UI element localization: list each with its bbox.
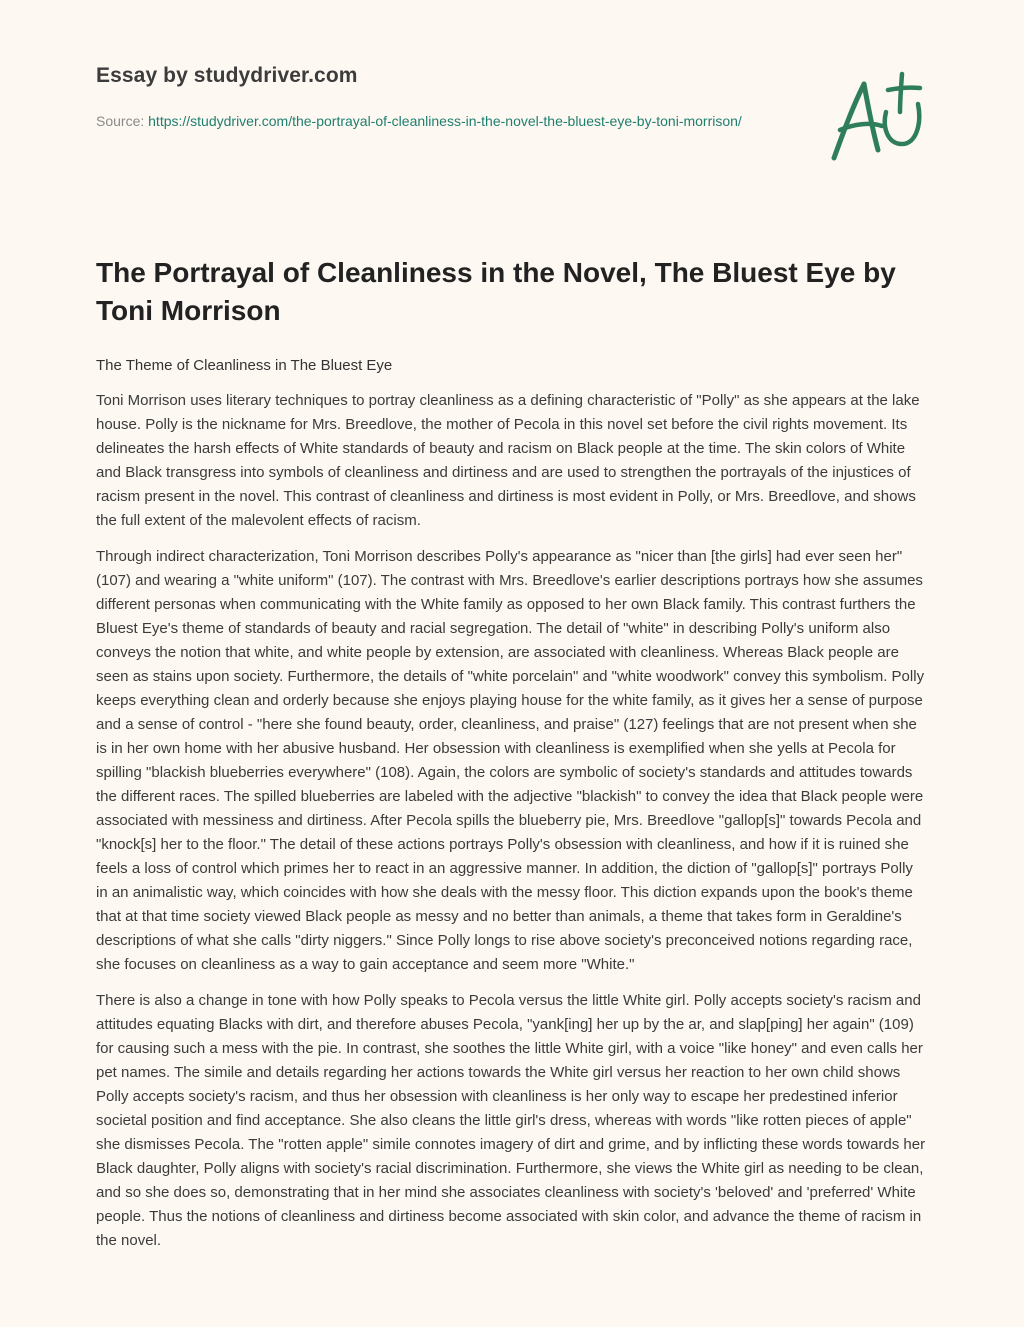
paragraph: There is also a change in tone with how Polly speaks to Pecola versus the little White girl. Polly accepts society's racism and attitudes equating Blacks with dirt, and therefore abuses Pecola, "yank[ing] her up by the ar, and slap[ping] her again" (109) for causing such a mess with the pie. In contrast, she soothes the little White girl, with a voice "like honey" and even calls her pet names. The simile and details regarding her actions towards the White girl versus her reaction to her own child shows Polly accepts society's racism, and thus her obsession with cleanliness is her only way to escape her predestined inferior societal position and find acceptance. She also cleans the little girl's dress, whereas with words "like rotten pieces of apple" she dismisses Pecola. The "rotten apple" simile connotes imagery of dirt and grime, and by inflicting these words towards her Black daughter, Polly aligns with society's racial discrimination. Furthermore, she views the White girl as needing to be clean, and so she does so, demonstrating that in her mind she associates cleanliness with society's 'beloved' and 'preferred' White people. Thus the notions of cleanliness and dirtiness become associated with skin color, and advance the theme of racism in the novel. [96, 992, 926, 1249]
paragraph: Through indirect characterization, Toni Morrison describes Polly's appearance as "nicer than [the girls] had ever seen her" (107) and wearing a "white uniform" (107). The contrast with Mrs. Breedlove's earlier descriptions portrays how she assumes different personas when communicating with the White family as opposed to her own Black family. This contrast furthers the Bluest Eye's theme of standards of beauty and racial segregation. The detail of "white" in describing Polly's uniform also conveys the notion that white, and white people by extension, are associated with cleanliness. Whereas Black people are seen as stains upon society. Furthermore, the details of "white porcelain" and "white woodwork" convey this symbolism. Polly keeps everything clean and orderly because she enjoys playing house for the white family, as it gives her a sense of purpose and a sense of control - "here she found beauty, order, cleanliness, and praise" (127) feelings that are not present when she is in her own home with her abusive husband. Her obsession with cleanliness is exemplified when she yells at Pecola for spilling "blackish blueberries everywhere" (108). Again, the colors are symbolic of society's standards and attitudes towards the different races. The spilled blueberries are labeled with the adjective "blackish" to convey the idea that Black people were associated with messiness and dirtiness. After Pecola spills the blueberry pie, Mrs. Breedlove "gallop[s]" towards Pecola and "knock[s] her to the floor." The detail of these actions portrays Polly's obsession with cleanliness, and how if it is ruined she feels a loss of control which primes her to react in an aggressive manner. In addition, the diction of "gallop[s]" portrays Polly in an animalistic way, which coincides with how she deals with the messy floor. This diction expands upon the book's theme that at that time society viewed Black people as messy and no better than animals, a theme that takes form in Geraldine's descriptions of what she calls "dirty niggers." Since Polly longs to rise above society's preconceived notions regarding race, she focuses on cleanliness as a way to gain acceptance and seem more "White." [96, 548, 925, 973]
essay-body [96, 389, 928, 1265]
document-title: The Portrayal of Cleanliness in the Novel, The Bluest Eye by Toni Morrison [96, 257, 896, 326]
site-title: Essay by studydriver.com [96, 64, 358, 87]
paragraph: Toni Morrison uses literary techniques to portray cleanliness as a defining characteristic of "Polly" as she appears at the lake house. Polly is the nickname for Mrs. Breedlove, the mother of Pecola in this novel set before the civil rights movement. Its delineates the harsh effects of White standards of beauty and racism on Black people at the time. The skin colors of White and Black transgress into symbols of cleanliness and dirtiness and are used to strengthen the portrayals of the injustices of racism present in the novel. This contrast of cleanliness and dirtiness is most evident in Polly, or Mrs. Breedlove, and shows the full extent of the malevolent effects of racism. [96, 392, 920, 529]
document-subtitle: The Theme of Cleanliness in The Bluest Eye [96, 357, 393, 374]
source-label: Source: [96, 113, 149, 129]
source-link[interactable]: https://studydriver.com/the-portrayal-of-cleanliness-in-the-novel-the-bluest-eye-by-toni-morrison/ [148, 113, 742, 129]
a-plus-logo-icon [820, 66, 930, 166]
source-line [96, 110, 776, 132]
